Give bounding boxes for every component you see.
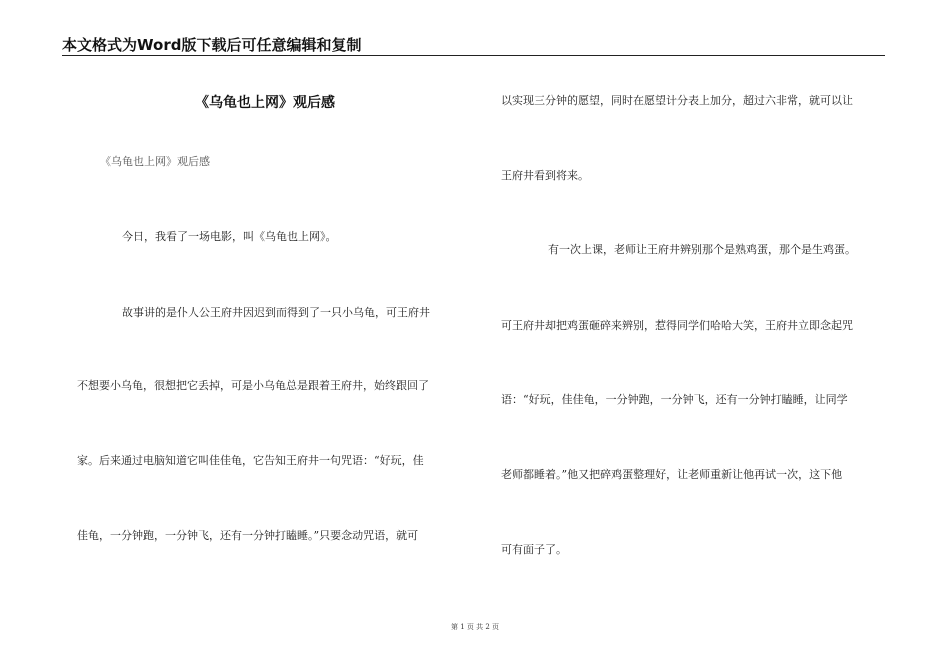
document-title: 《乌龟也上网》观后感 <box>195 95 335 111</box>
header-divider <box>62 55 885 56</box>
paragraph-line: 有一次上课，老师让王府井辨别那个是熟鸡蛋，那个是生鸡蛋。 <box>548 243 856 256</box>
paragraph-line: 家。后来通过电脑知道它叫佳佳龟，它告知王府井一句咒语：“好玩，佳 <box>77 454 424 467</box>
page-number: 第 1 页 共 2 页 <box>450 623 500 631</box>
paragraph-line: 以实现三分钟的愿望，同时在愿望计分表上加分，超过六非常，就可以让 <box>501 94 853 107</box>
page-header: 本文格式为Word版下载后可任意编辑和复制 <box>62 36 362 54</box>
paragraph-line: 佳龟，一分钟跑，一分钟飞，还有一分钟打瞌睡。”只要念动咒语，就可 <box>77 529 419 542</box>
document-subtitle: 《乌龟也上网》观后感 <box>100 155 210 168</box>
paragraph-line: 不想要小乌龟，很想把它丢掉，可是小乌龟总是跟着王府井，始终跟回了 <box>77 379 429 392</box>
paragraph-line: 可王府井却把鸡蛋砸碎来辨别，惹得同学们哈哈大笑，王府井立即念起咒 <box>501 319 853 332</box>
paragraph-line: 故事讲的是仆人公王府井因迟到而得到了一只小乌龟，可王府井 <box>122 306 430 319</box>
paragraph-line: 可有面子了。 <box>501 543 567 556</box>
paragraph-line: 老师都睡着。”他又把碎鸡蛋整理好，让老师重新让他再试一次，这下他 <box>501 468 843 481</box>
paragraph-line: 今日，我看了一场电影，叫《乌龟也上网》。 <box>122 230 337 243</box>
paragraph-line: 王府井看到将来。 <box>501 169 589 182</box>
paragraph-line: 语：“好玩，佳佳龟，一分钟跑，一分钟飞，还有一分钟打瞌睡，让同学 <box>501 393 848 406</box>
